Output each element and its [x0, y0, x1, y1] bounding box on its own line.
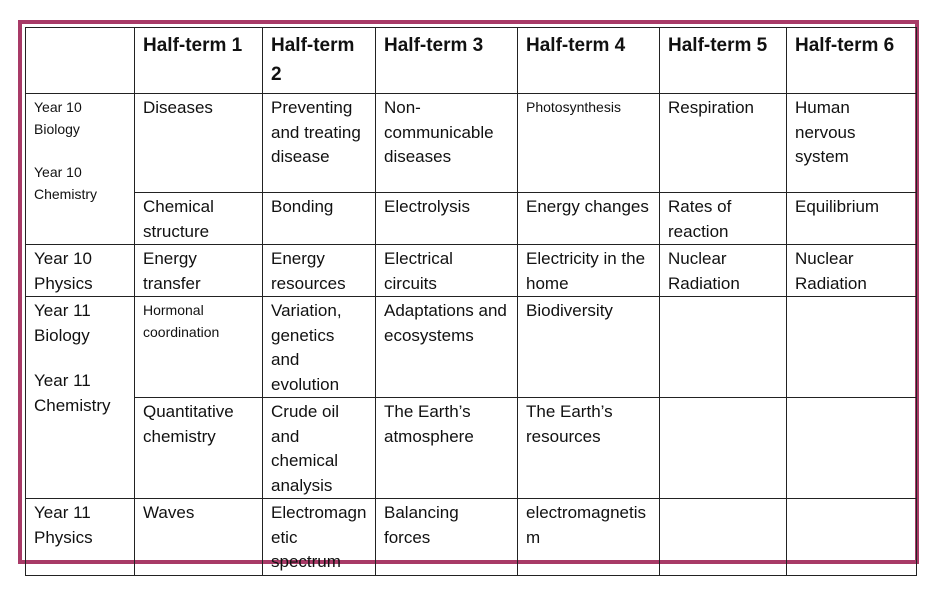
header-cell-half-term-3: Half-term 3 — [376, 28, 518, 94]
table-cell: electromagnetism — [518, 499, 660, 576]
table-cell: Electromagnetic spectrum — [263, 499, 376, 576]
table-cell — [660, 398, 787, 499]
row-label-year10-biology: Year 10 Biology — [34, 99, 82, 137]
table-row — [26, 94, 917, 193]
table-cell: Nuclear Radiation — [660, 245, 787, 297]
table-cell: Balancing forces — [376, 499, 518, 576]
table-row — [26, 398, 917, 499]
table-cell: Quantitative chemistry — [135, 398, 263, 499]
table-cell: Non-communicable diseases — [376, 94, 518, 193]
table-cell: Energy transfer — [135, 245, 263, 297]
table-cell: Photosynthesis — [518, 94, 660, 193]
table-cell: The Earth’s resources — [518, 398, 660, 499]
table-cell: Human nervous system — [787, 94, 917, 193]
table-row — [26, 245, 917, 297]
table-cell: Hormonal coordination — [135, 297, 263, 398]
header-row — [26, 28, 917, 94]
row-label-year11-physics: Year 11 Physics — [26, 499, 135, 576]
row-label-year10-bio-chem — [26, 94, 135, 245]
table-cell: Electricity in the home — [518, 245, 660, 297]
table-cell: Rates of reaction — [660, 193, 787, 245]
table-cell — [787, 297, 917, 398]
table-cell: Respiration — [660, 94, 787, 193]
row-label-year11-chemistry: Year 11 Chemistry — [34, 371, 111, 415]
header-cell-half-term-4: Half-term 4 — [518, 28, 660, 94]
table-cell: Waves — [135, 499, 263, 576]
curriculum-table-frame — [18, 20, 919, 571]
table-row — [26, 193, 917, 245]
table-cell: Biodiversity — [518, 297, 660, 398]
table-cell: Electrical circuits — [376, 245, 518, 297]
table-cell — [787, 499, 917, 576]
row-label-year11-biology: Year 11 Biology — [34, 301, 91, 345]
table-cell — [660, 499, 787, 576]
table-cell — [660, 297, 787, 398]
table-cell: Energy resources — [263, 245, 376, 297]
table-cell: Crude oil and chemical analysis — [263, 398, 376, 499]
table-cell: Preventing and treating disease — [263, 94, 376, 193]
header-cell-corner — [26, 28, 135, 94]
table-cell: Equilibrium — [787, 193, 917, 245]
header-cell-half-term-2: Half-term 2 — [263, 28, 376, 94]
table-cell: Chemical structure — [135, 193, 263, 245]
table-cell: The Earth’s atmosphere — [376, 398, 518, 499]
table-cell: Nuclear Radiation — [787, 245, 917, 297]
table-cell — [787, 398, 917, 499]
table-cell: Bonding — [263, 193, 376, 245]
row-label-year10-physics: Year 10 Physics — [26, 245, 135, 297]
row-label-year11-bio-chem — [26, 297, 135, 499]
table-cell: Variation, genetics and evolution — [263, 297, 376, 398]
curriculum-table — [25, 27, 917, 576]
header-cell-half-term-1: Half-term 1 — [135, 28, 263, 94]
header-cell-half-term-5: Half-term 5 — [660, 28, 787, 94]
table-cell: Energy changes — [518, 193, 660, 245]
table-row — [26, 297, 917, 398]
table-cell: Adaptations and ecosystems — [376, 297, 518, 398]
row-label-year10-chemistry: Year 10 Chemistry — [34, 164, 98, 202]
table-row — [26, 499, 917, 576]
header-cell-half-term-6: Half-term 6 — [787, 28, 917, 94]
table-cell: Diseases — [135, 94, 263, 193]
table-cell: Electrolysis — [376, 193, 518, 245]
